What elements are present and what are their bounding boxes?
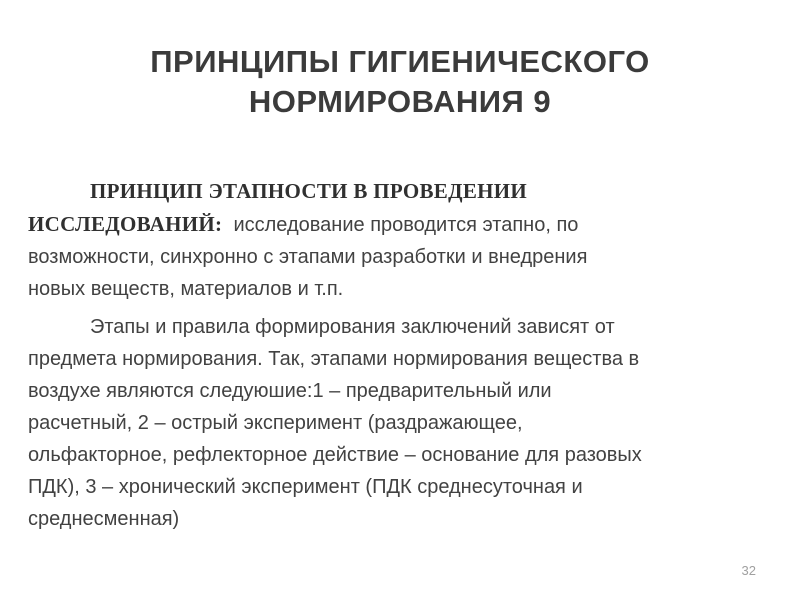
slide-number: 32: [741, 563, 756, 578]
principle-heading-part-1: ПРИНЦИП ЭТАПНОСТИ В ПРОВЕДЕНИИ: [90, 179, 528, 203]
stages-text-line-3: воздухе являются следуюшие:1 – предварительный или: [28, 380, 552, 402]
stages-text-line-2: предмета нормирования. Так, этапами нормирования вещества в: [28, 348, 640, 370]
stages-text-line-7: среднесменная): [28, 508, 180, 530]
paragraph-principle-line-1: [28, 175, 768, 208]
paragraph-stages: [28, 311, 768, 535]
slide-body: [28, 175, 768, 535]
stages-text-line-4: расчетный, 2 – острый эксперимент (раздражающее,: [28, 412, 523, 434]
paragraph-principle-line-2: [28, 208, 768, 241]
principle-heading-colon: :: [215, 212, 223, 236]
stages-text-line-1: Этапы и правила формирования заключений зависят от: [90, 316, 615, 338]
slide-title-line-2: НОРМИРОВАНИЯ 9: [248, 84, 552, 119]
principle-text-line-2: исследование проводится этапно, по: [222, 214, 579, 236]
principle-text-line-3: возможности, синхронно с этапами разработки и внедрения: [28, 246, 588, 268]
principle-text-line-4: новых веществ, материалов и т.п.: [28, 278, 344, 300]
stages-text-line-6: ПДК), 3 – хронический эксперимент (ПДК среднесуточная и: [28, 476, 583, 498]
paragraph-principle: [28, 175, 768, 305]
stages-text-line-5: ольфакторное, рефлекторное действие – основание для разовых: [28, 444, 642, 466]
slide-title-line-1: ПРИНЦИПЫ ГИГИЕНИЧЕСКОГО: [150, 44, 650, 79]
principle-heading-part-2: ИССЛЕДОВАНИЙ: [28, 212, 216, 236]
slide-title: [0, 42, 800, 122]
